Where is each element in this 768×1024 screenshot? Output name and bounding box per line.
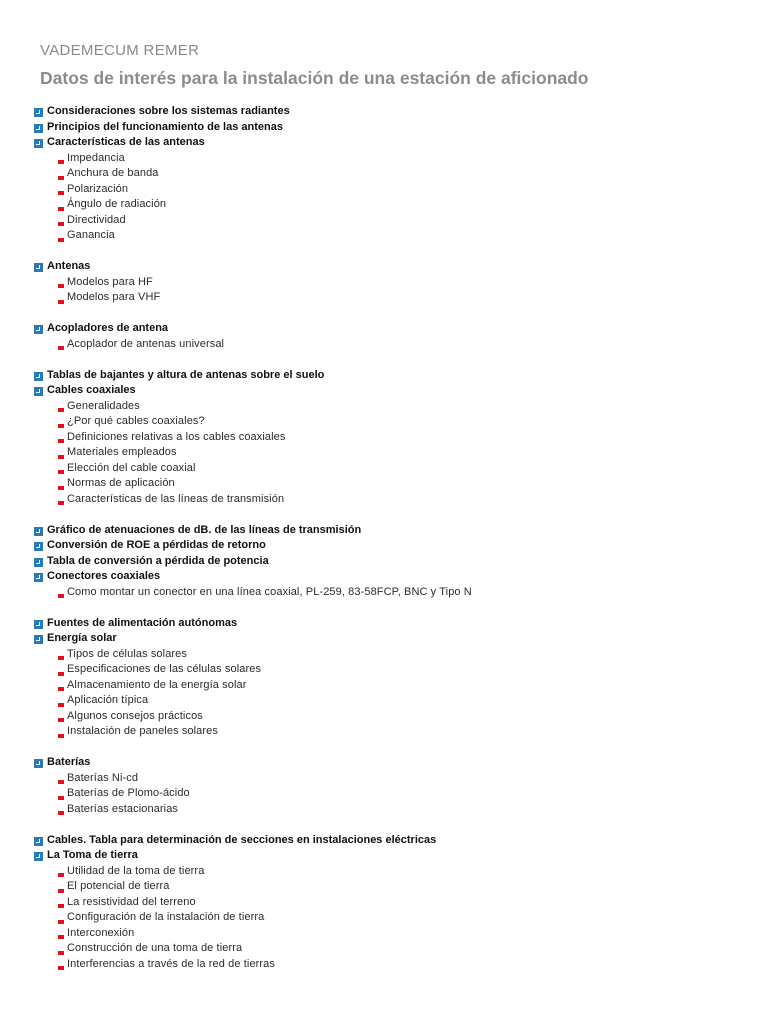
toc-subitem-label: Tipos de células solares — [67, 647, 187, 660]
red-bullet-icon — [58, 238, 64, 242]
arrow-link-icon — [34, 573, 43, 582]
section-gap — [34, 507, 754, 523]
toc-subitem-label: La resistividad del terreno — [67, 895, 196, 908]
arrow-link-icon — [34, 263, 43, 272]
red-bullet-icon — [58, 703, 64, 707]
red-bullet-icon — [58, 966, 64, 970]
toc-subitem-label: Elección del cable coaxial — [67, 461, 196, 474]
toc-heading-link[interactable] — [34, 616, 754, 632]
toc-subitem-link[interactable] — [34, 585, 754, 601]
toc-heading-link[interactable] — [34, 383, 754, 399]
toc-subitem-link[interactable] — [34, 709, 754, 725]
red-bullet-icon — [58, 191, 64, 195]
toc-section — [34, 616, 754, 740]
toc-subitem-label: El potencial de tierra — [67, 880, 170, 892]
red-bullet-icon — [58, 920, 64, 924]
toc-heading-label: Fuentes de alimentación autónomas — [47, 616, 238, 629]
toc-subitem-link[interactable] — [34, 879, 754, 895]
red-bullet-icon — [58, 889, 64, 893]
toc-subitem-label: Ganancia — [67, 229, 115, 241]
section-gap — [34, 306, 754, 322]
red-bullet-icon — [58, 470, 64, 474]
red-bullet-icon — [58, 176, 64, 180]
toc-subitem-label: Baterías Ni-cd — [67, 771, 139, 784]
toc-subitem-link[interactable] — [34, 430, 754, 446]
toc-section — [34, 104, 754, 244]
toc-subitem-label: Materiales empleados — [67, 446, 177, 458]
toc-subitem-label: Definiciones relativas a los cables coaxiales — [67, 430, 286, 443]
toc-subitem-label: Interconexión — [67, 926, 135, 939]
toc-heading-link[interactable] — [34, 833, 754, 849]
red-bullet-icon — [58, 951, 64, 955]
red-bullet-icon — [58, 811, 64, 815]
toc-subitem-label: Ángulo de radiación — [67, 198, 167, 210]
toc-heading-label: Antenas — [47, 260, 91, 272]
toc-subitem-label: Interferencias a través de la red de tierras — [67, 957, 276, 970]
red-bullet-icon — [58, 207, 64, 211]
red-bullet-icon — [58, 796, 64, 800]
toc-subitem-link[interactable] — [34, 445, 754, 461]
arrow-link-icon — [34, 635, 43, 644]
arrow-link-icon — [34, 620, 43, 629]
toc-subitem-label: Almacenamiento de la energía solar — [67, 678, 247, 691]
toc-heading-link[interactable] — [34, 321, 754, 337]
toc-heading-label: Cables. Tabla para determinación de secciones en instalaciones eléctricas — [47, 833, 437, 846]
red-bullet-icon — [58, 455, 64, 459]
red-bullet-icon — [58, 486, 64, 490]
toc-heading-label: La Toma de tierra — [47, 849, 138, 861]
arrow-link-icon — [34, 108, 43, 117]
red-bullet-icon — [58, 222, 64, 226]
toc-heading-link[interactable] — [34, 631, 754, 647]
toc-subitem-label: Características de las líneas de transmisión — [67, 492, 285, 505]
toc-section — [34, 259, 754, 306]
red-bullet-icon — [58, 160, 64, 164]
toc-heading-label: Principios del funcionamiento de las antenas — [47, 120, 283, 133]
page-title: Datos de interés para la instalación de una estación de aficionado — [40, 68, 589, 88]
toc-subitem-link[interactable] — [34, 678, 754, 694]
toc-subitem-link[interactable] — [34, 290, 754, 306]
red-bullet-icon — [58, 935, 64, 939]
brand-header: VADEMECUM REMER — [40, 42, 200, 59]
arrow-link-icon — [34, 852, 43, 861]
toc-subitem-label: Polarización — [67, 182, 129, 195]
toc-subitem-label: Algunos consejos prácticos — [67, 709, 203, 722]
toc-subitem-link[interactable] — [34, 197, 754, 213]
table-of-contents — [34, 104, 754, 972]
toc-subitem-label: Utilidad de la toma de tierra — [67, 864, 205, 877]
arrow-link-icon — [34, 558, 43, 567]
toc-subitem-label: ¿Por qué cables coaxiales? — [67, 415, 205, 427]
red-bullet-icon — [58, 687, 64, 691]
red-bullet-icon — [58, 424, 64, 428]
toc-subitem-link[interactable] — [34, 275, 754, 291]
toc-heading-label: Gráfico de atenuaciones de dB. de las líneas de transmisión — [47, 523, 362, 536]
section-gap — [34, 817, 754, 833]
toc-subitem-link[interactable] — [34, 941, 754, 957]
toc-subitem-label: Modelos para HF — [67, 275, 153, 288]
toc-heading-link[interactable] — [34, 259, 754, 275]
toc-heading-label: Conversión de ROE a pérdidas de retorno — [47, 539, 266, 551]
toc-subitem-link[interactable] — [34, 461, 754, 477]
red-bullet-icon — [58, 734, 64, 738]
toc-subitem-link[interactable] — [34, 786, 754, 802]
toc-subitem-label: Modelos para VHF — [67, 291, 161, 303]
toc-subitem-link[interactable] — [34, 910, 754, 926]
toc-subitem-label: Especificaciones de las células solares — [67, 663, 262, 675]
toc-subitem-link[interactable] — [34, 476, 754, 492]
toc-subitem-link[interactable] — [34, 414, 754, 430]
toc-subitem-label: Como montar un conector en una línea coaxial, PL-259, 83-58FCP, BNC y Tipo N — [67, 585, 472, 598]
toc-subitem-label: Impedancia — [67, 151, 125, 164]
toc-heading-link[interactable] — [34, 368, 754, 384]
toc-heading-link[interactable] — [34, 135, 754, 151]
toc-subitem-label: Acoplador de antenas universal — [67, 337, 225, 350]
red-bullet-icon — [58, 594, 64, 598]
toc-subitem-link[interactable] — [34, 337, 754, 353]
toc-section — [34, 523, 754, 601]
red-bullet-icon — [58, 904, 64, 908]
toc-subitem-label: Directividad — [67, 213, 126, 226]
red-bullet-icon — [58, 718, 64, 722]
toc-subitem-link[interactable] — [34, 693, 754, 709]
section-gap — [34, 600, 754, 616]
toc-subitem-link[interactable] — [34, 895, 754, 911]
toc-subitem-label: Instalación de paneles solares — [67, 725, 218, 737]
toc-heading-label: Conectores coaxiales — [47, 570, 161, 582]
arrow-link-icon — [34, 387, 43, 396]
red-bullet-icon — [58, 873, 64, 877]
toc-subitem-link[interactable] — [34, 802, 754, 818]
toc-subitem-label: Baterías estacionarias — [67, 802, 179, 815]
toc-subitem-label: Anchura de banda — [67, 167, 159, 179]
arrow-link-icon — [34, 139, 43, 148]
arrow-link-icon — [34, 124, 43, 133]
toc-heading-label: Tabla de conversión a pérdida de potencia — [47, 554, 269, 567]
toc-subitem-label: Aplicación típica — [67, 694, 149, 706]
toc-subitem-link[interactable] — [34, 647, 754, 663]
toc-heading-label: Consideraciones sobre los sistemas radiantes — [47, 105, 290, 117]
toc-subitem-link[interactable] — [34, 957, 754, 973]
toc-section — [34, 368, 754, 508]
red-bullet-icon — [58, 780, 64, 784]
red-bullet-icon — [58, 284, 64, 288]
arrow-link-icon — [34, 325, 43, 334]
toc-heading-link[interactable] — [34, 120, 754, 136]
toc-subitem-link[interactable] — [34, 926, 754, 942]
red-bullet-icon — [58, 439, 64, 443]
toc-subitem-link[interactable] — [34, 228, 754, 244]
toc-subitem-label: Baterías de Plomo-ácido — [67, 787, 190, 799]
red-bullet-icon — [58, 300, 64, 304]
toc-subitem-link[interactable] — [34, 182, 754, 198]
toc-heading-label: Acopladores de antena — [47, 322, 169, 334]
toc-subitem-link[interactable] — [34, 151, 754, 167]
toc-heading-label: Cables coaxiales — [47, 384, 136, 396]
toc-subitem-link[interactable] — [34, 771, 754, 787]
toc-subitem-link[interactable] — [34, 213, 754, 229]
toc-heading-label: Energía solar — [47, 632, 117, 644]
toc-subitem-label: Construcción de una toma de tierra — [67, 942, 243, 954]
toc-heading-link[interactable] — [34, 523, 754, 539]
red-bullet-icon — [58, 656, 64, 660]
toc-heading-link[interactable] — [34, 104, 754, 120]
arrow-link-icon — [34, 837, 43, 846]
toc-section — [34, 755, 754, 817]
toc-heading-link[interactable] — [34, 569, 754, 585]
toc-heading-link[interactable] — [34, 554, 754, 570]
section-gap — [34, 740, 754, 756]
red-bullet-icon — [58, 408, 64, 412]
arrow-link-icon — [34, 527, 43, 536]
section-gap — [34, 352, 754, 368]
toc-heading-link[interactable] — [34, 538, 754, 554]
toc-subitem-link[interactable] — [34, 864, 754, 880]
toc-subitem-link[interactable] — [34, 724, 754, 740]
toc-heading-link[interactable] — [34, 755, 754, 771]
red-bullet-icon — [58, 672, 64, 676]
toc-heading-label: Baterías — [47, 756, 91, 768]
toc-subitem-link[interactable] — [34, 662, 754, 678]
toc-subitem-label: Configuración de la instalación de tierra — [67, 911, 265, 923]
toc-subitem-link[interactable] — [34, 166, 754, 182]
toc-heading-label: Características de las antenas — [47, 136, 205, 148]
toc-subitem-label: Normas de aplicación — [67, 477, 175, 489]
toc-section — [34, 321, 754, 352]
toc-subitem-link[interactable] — [34, 492, 754, 508]
red-bullet-icon — [58, 346, 64, 350]
arrow-link-icon — [34, 759, 43, 768]
toc-subitem-link[interactable] — [34, 399, 754, 415]
toc-section — [34, 833, 754, 973]
section-gap — [34, 244, 754, 260]
red-bullet-icon — [58, 501, 64, 505]
arrow-link-icon — [34, 542, 43, 551]
arrow-link-icon — [34, 372, 43, 381]
toc-heading-label: Tablas de bajantes y altura de antenas sobre el suelo — [47, 368, 325, 381]
toc-subitem-label: Generalidades — [67, 399, 140, 412]
toc-heading-link[interactable] — [34, 848, 754, 864]
